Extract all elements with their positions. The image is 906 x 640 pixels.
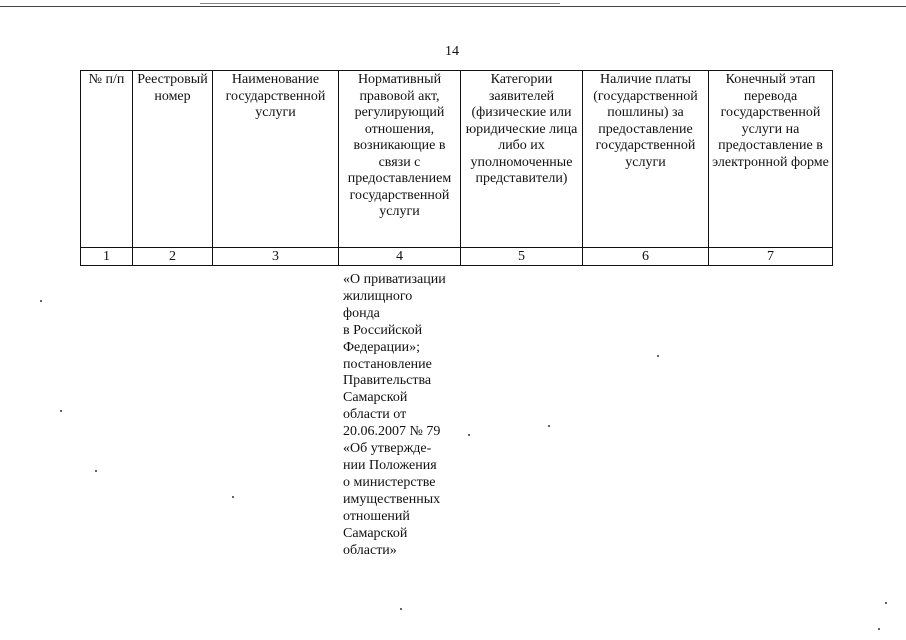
column-number-cell: 3 bbox=[213, 248, 339, 266]
scan-speck bbox=[400, 608, 402, 610]
continuation-line: «О приватизации bbox=[343, 272, 446, 287]
header-cell-number: № п/п bbox=[81, 71, 133, 248]
continuation-line: постановление bbox=[343, 356, 432, 372]
column-number-cell: 7 bbox=[709, 248, 833, 266]
column-number-cell: 5 bbox=[461, 248, 583, 266]
services-table bbox=[80, 70, 833, 266]
scan-speck bbox=[40, 300, 42, 302]
continuation-line: области» bbox=[343, 542, 397, 558]
numbering-row bbox=[81, 248, 833, 266]
scan-speck bbox=[885, 602, 887, 604]
continuation-line: отношений bbox=[343, 508, 410, 524]
continuation-line: области от bbox=[343, 407, 407, 423]
header-cell-final-stage: Конечный этап перевода государственной услуги на предоставление в электронной форме bbox=[709, 71, 833, 248]
continuation-line: 20.06.2007 № 79 bbox=[343, 424, 441, 440]
page-number: 14 bbox=[445, 44, 459, 59]
scan-speck bbox=[468, 434, 470, 436]
continuation-line: нии Положения bbox=[343, 457, 437, 473]
column-number-cell: 2 bbox=[133, 248, 213, 266]
continuation-line: фонда bbox=[343, 305, 380, 321]
column-number-cell: 6 bbox=[583, 248, 709, 266]
scan-speck bbox=[657, 355, 659, 357]
header-cell-service-name: Наименование государственной услуги bbox=[213, 71, 339, 248]
continuation-line: Федерации»; bbox=[343, 339, 421, 355]
continuation-line: в Российской bbox=[343, 322, 423, 338]
header-cell-registry-number: Реестровый номер bbox=[133, 71, 213, 248]
scan-edge-line bbox=[200, 3, 560, 4]
header-cell-fee: Наличие платы (государственной пошлины) за предоставление государственной услуги bbox=[583, 71, 709, 248]
continuation-line: Правительства bbox=[343, 373, 432, 389]
scan-edge-line bbox=[0, 6, 906, 7]
scan-speck bbox=[878, 628, 880, 630]
scan-speck bbox=[60, 410, 62, 412]
header-cell-applicant-categories: Категории заявителей (физические или юридические лица либо их уполномоченные представители) bbox=[461, 71, 583, 248]
continuation-line: «Об утвержде- bbox=[343, 441, 432, 457]
continuation-line: жилищного bbox=[343, 288, 413, 304]
continuation-line: Самарской bbox=[343, 525, 408, 541]
scan-speck bbox=[95, 470, 97, 472]
legal-act-continuation bbox=[343, 272, 461, 559]
header-cell-legal-act: Нормативный правовой акт, регулирующий отношения, возникающие в связи с предоставлением государственной услуги bbox=[339, 71, 461, 248]
continuation-line: имущественных bbox=[343, 491, 441, 507]
column-number-cell: 1 bbox=[81, 248, 133, 266]
scan-speck bbox=[232, 496, 234, 498]
header-row bbox=[81, 71, 833, 248]
scan-speck bbox=[548, 425, 550, 427]
continuation-line: о министерстве bbox=[343, 474, 436, 490]
column-number-cell: 4 bbox=[339, 248, 461, 266]
continuation-line: Самарской bbox=[343, 390, 408, 406]
